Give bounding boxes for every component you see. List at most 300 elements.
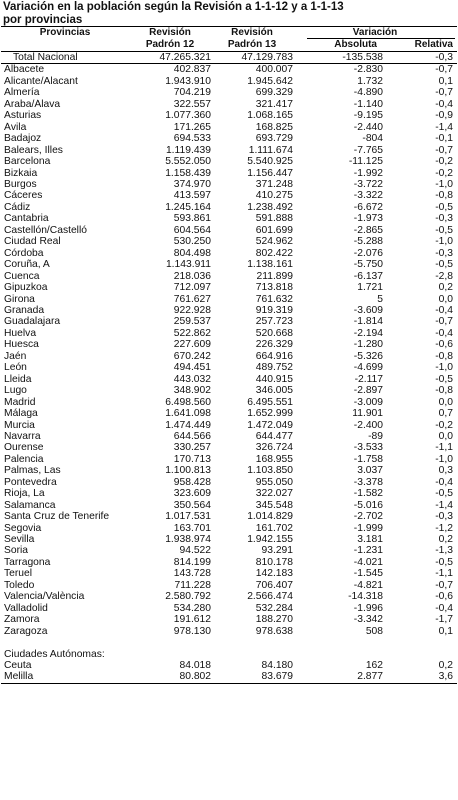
cell-name: Bizkaia bbox=[4, 167, 38, 179]
cell-abs: -3.322 bbox=[353, 190, 383, 202]
cell-p12: 814.199 bbox=[173, 556, 211, 568]
cell-abs: -2.400 bbox=[353, 419, 383, 431]
cell-p12: 1.119.439 bbox=[165, 144, 211, 156]
cell-rel: -1,0 bbox=[435, 236, 453, 248]
table-row bbox=[1, 580, 457, 591]
cell-p12: 1.077.360 bbox=[165, 110, 211, 122]
cell-p13: 346.005 bbox=[255, 385, 293, 397]
table-row bbox=[1, 76, 457, 87]
cell-rel: -0,5 bbox=[435, 488, 453, 500]
cell-p12: 711.228 bbox=[174, 579, 211, 591]
cell-name: Zaragoza bbox=[4, 625, 48, 637]
cell-abs: -3.009 bbox=[353, 396, 383, 408]
cell-p12: 1.943.910 bbox=[165, 75, 211, 87]
cell-rel: 0,2 bbox=[438, 282, 453, 294]
header-row-2 bbox=[1, 39, 457, 52]
total-row bbox=[1, 52, 457, 64]
table-row bbox=[1, 133, 457, 144]
population-table bbox=[1, 26, 457, 684]
cell-p12: 330.257 bbox=[173, 442, 211, 454]
cell-abs: -4.021 bbox=[353, 556, 383, 568]
total-rel: -0,3 bbox=[383, 52, 457, 64]
table-row bbox=[1, 660, 457, 671]
cell-rel: 0,2 bbox=[438, 534, 453, 546]
cell-p12: 191.612 bbox=[173, 614, 211, 626]
table-row bbox=[1, 190, 457, 201]
cell-name: Santa Cruz de Tenerife bbox=[4, 511, 110, 523]
cell-name: Valladolid bbox=[4, 602, 48, 614]
cell-p12: 761.627 bbox=[173, 293, 211, 305]
cell-abs: -9.195 bbox=[353, 110, 383, 122]
title-line-1: Variación en la población según la Revisión a 1-1-12 y a 1-1-13 bbox=[3, 1, 344, 13]
total-abs: -135.538 bbox=[293, 52, 383, 64]
cell-name: Lugo bbox=[4, 385, 27, 397]
table-row bbox=[1, 179, 457, 190]
spacer-row bbox=[1, 637, 457, 648]
table-row bbox=[1, 374, 457, 385]
cell-name: Araba/Álava bbox=[4, 98, 61, 110]
cell-p13: 591.888 bbox=[255, 213, 293, 225]
cell-p13: 955.050 bbox=[255, 476, 293, 488]
cell-p12: 522.862 bbox=[173, 327, 211, 339]
cell-rel: 0,2 bbox=[438, 660, 453, 671]
cell-rel: -0,1 bbox=[435, 133, 453, 145]
cell-abs: 3.181 bbox=[357, 534, 383, 546]
cell-rel: 0,3 bbox=[438, 465, 453, 477]
cell-p12: 94.522 bbox=[179, 545, 211, 557]
cell-p13: 93.291 bbox=[261, 545, 293, 557]
cell-name: Jaén bbox=[4, 350, 27, 362]
cell-name: Córdoba bbox=[4, 247, 44, 259]
cell-abs: -4.890 bbox=[353, 87, 383, 99]
cell-p12: 593.861 bbox=[173, 213, 211, 225]
cell-rel: -2,8 bbox=[435, 270, 453, 282]
cell-abs: -11.125 bbox=[348, 156, 383, 168]
cell-p12: 348.902 bbox=[173, 385, 211, 397]
cell-abs: -1.992 bbox=[353, 167, 383, 179]
cell-p12: 1.641.098 bbox=[165, 408, 211, 420]
cell-p12: 374.970 bbox=[173, 178, 211, 190]
cell-rel: -0,5 bbox=[435, 373, 453, 385]
cell-p13: 345.548 bbox=[255, 499, 293, 511]
cell-p13: 1.942.155 bbox=[247, 534, 293, 546]
cell-name: Málaga bbox=[4, 408, 38, 420]
cell-p13: 489.752 bbox=[255, 362, 293, 374]
cell-rel: -0,7 bbox=[435, 64, 453, 76]
table-row bbox=[1, 213, 457, 224]
cell-p13: 211.899 bbox=[256, 270, 293, 282]
cell-p12: 170.713 bbox=[173, 453, 211, 465]
cell-rel: -1,0 bbox=[435, 453, 453, 465]
cell-p12: 494.451 bbox=[173, 362, 211, 374]
cell-name: Huesca bbox=[4, 339, 39, 351]
cell-abs: -1.758 bbox=[353, 453, 383, 465]
cell-p12: 80.802 bbox=[129, 671, 211, 683]
cell-name: Ourense bbox=[4, 442, 44, 454]
cell-abs: -2.897 bbox=[353, 385, 383, 397]
cell-p13: 226.329 bbox=[255, 339, 293, 351]
table-row bbox=[1, 603, 457, 614]
cell-rel: -0,4 bbox=[435, 98, 453, 110]
cell-name: Girona bbox=[4, 293, 35, 305]
table-row bbox=[1, 477, 457, 488]
cell-p12: 978.130 bbox=[173, 625, 211, 637]
table-row bbox=[1, 351, 457, 362]
cell-rel: -0,3 bbox=[435, 213, 453, 225]
cell-name: Salamanca bbox=[4, 499, 56, 511]
cell-abs: -2.440 bbox=[353, 121, 383, 133]
cell-rel: -1,1 bbox=[435, 568, 453, 580]
cell-p12: 5.552.050 bbox=[165, 156, 211, 168]
cell-rel: -0,2 bbox=[435, 167, 453, 179]
cell-name: Ciudad Real bbox=[4, 236, 61, 248]
cell-rel: -0,7 bbox=[435, 579, 453, 591]
cell-abs: -14.318 bbox=[348, 591, 383, 603]
cell-name: Ávila bbox=[4, 121, 27, 133]
cell-p13: 1.238.492 bbox=[247, 201, 293, 213]
table-row bbox=[1, 168, 457, 179]
cell-p13: 810.178 bbox=[255, 556, 293, 568]
cell-abs: -1.545 bbox=[353, 568, 383, 580]
cell-name: Balears, Illes bbox=[4, 144, 63, 156]
table-title bbox=[0, 0, 458, 26]
cell-abs: -3.378 bbox=[353, 476, 383, 488]
table-row bbox=[1, 305, 457, 316]
cell-rel: -1,7 bbox=[435, 614, 453, 626]
cell-abs: -1.999 bbox=[353, 522, 383, 534]
cell-abs: -6.137 bbox=[353, 270, 383, 282]
title-line-2: por provincias bbox=[3, 13, 83, 26]
cell-p12: 922.928 bbox=[173, 304, 211, 316]
cell-p13: 1.103.850 bbox=[247, 465, 293, 477]
cell-name: Cantabria bbox=[4, 213, 49, 225]
header-variacion: Variación bbox=[293, 27, 457, 40]
cell-name: Cádiz bbox=[4, 201, 31, 213]
table-row bbox=[1, 626, 457, 637]
cell-p13: 1.472.049 bbox=[247, 419, 293, 431]
cell-name: León bbox=[4, 362, 27, 374]
cell-abs: 162 bbox=[365, 660, 383, 671]
table-row bbox=[1, 465, 457, 476]
cell-name: Cuenca bbox=[4, 270, 40, 282]
table-row bbox=[1, 328, 457, 339]
cell-name: Madrid bbox=[4, 396, 36, 408]
cell-name: Coruña, A bbox=[4, 259, 50, 271]
table-row bbox=[1, 614, 457, 625]
cell-abs: -3.533 bbox=[353, 442, 383, 454]
cell-rel: -0,5 bbox=[435, 224, 453, 236]
cell-rel: -0,2 bbox=[435, 156, 453, 168]
cell-name: Palencia bbox=[4, 453, 44, 465]
cell-p12: 712.097 bbox=[173, 282, 211, 294]
table-row bbox=[1, 454, 457, 465]
cell-rel: -1,0 bbox=[435, 178, 453, 190]
cell-rel: 0,1 bbox=[438, 625, 453, 637]
cell-p12: 143.728 bbox=[173, 568, 211, 580]
cell-rel: -0,4 bbox=[435, 327, 453, 339]
table-row bbox=[1, 534, 457, 545]
cell-p12: 227.609 bbox=[173, 339, 211, 351]
cell-abs: -1.280 bbox=[353, 339, 383, 351]
table-row bbox=[1, 339, 457, 350]
cell-rel: -0,8 bbox=[435, 385, 453, 397]
cell-p13: 802.422 bbox=[255, 247, 293, 259]
cell-rel: -0,4 bbox=[435, 602, 453, 614]
table-row bbox=[1, 545, 457, 556]
table-row bbox=[1, 64, 457, 76]
cell-rel: -1,4 bbox=[435, 499, 453, 511]
cell-name: Lleida bbox=[4, 373, 32, 385]
cell-name: Cáceres bbox=[4, 190, 43, 202]
cell-p12: 443.032 bbox=[173, 373, 211, 385]
cell-rel: -0,8 bbox=[435, 190, 453, 202]
cell-p13: 706.407 bbox=[255, 579, 293, 591]
cell-abs: -3.609 bbox=[353, 304, 383, 316]
cell-p13: 919.319 bbox=[255, 304, 293, 316]
cell-abs: -1.996 bbox=[353, 602, 383, 614]
cell-p13: 699.329 bbox=[255, 87, 293, 99]
cell-p12: 322.557 bbox=[173, 98, 211, 110]
cell-p13: 664.916 bbox=[255, 350, 293, 362]
cell-rel: -0,4 bbox=[435, 476, 453, 488]
cell-rel: -0,5 bbox=[435, 201, 453, 213]
cell-p12: 670.242 bbox=[173, 350, 211, 362]
cell-abs: -1.140 bbox=[353, 98, 383, 110]
cell-rel: -0,6 bbox=[435, 591, 453, 603]
cell-name: Castellón/Castelló bbox=[4, 224, 87, 236]
cell-name: Zamora bbox=[4, 614, 40, 626]
table-row bbox=[1, 408, 457, 419]
cell-p12: 323.609 bbox=[173, 488, 211, 500]
cell-abs: 2.877 bbox=[293, 671, 383, 683]
cell-rel: -0,3 bbox=[435, 511, 453, 523]
cell-p12: 1.158.439 bbox=[165, 167, 211, 179]
cell-p13: 524.962 bbox=[255, 236, 293, 248]
table-row bbox=[1, 557, 457, 568]
total-p12: 47.265.321 bbox=[129, 52, 211, 64]
cell-name: Navarra bbox=[4, 430, 41, 442]
cell-rel: -0,4 bbox=[435, 304, 453, 316]
table-row bbox=[1, 362, 457, 373]
cell-rel: -0,7 bbox=[435, 316, 453, 328]
table-row bbox=[1, 523, 457, 534]
cell-p12: 704.219 bbox=[173, 87, 211, 99]
cell-p13: 84.180 bbox=[261, 660, 293, 671]
table-row bbox=[1, 500, 457, 511]
cell-name: Granada bbox=[4, 304, 45, 316]
cell-name: Tarragona bbox=[4, 556, 51, 568]
cell-rel: -1,1 bbox=[435, 442, 453, 454]
cell-name: Palmas, Las bbox=[4, 465, 61, 477]
cell-p12: 350.564 bbox=[173, 499, 211, 511]
cell-p13: 644.477 bbox=[255, 430, 293, 442]
cell-abs: -3.722 bbox=[353, 178, 383, 190]
cell-p13: 1.138.161 bbox=[247, 259, 293, 271]
cell-rel: -0,9 bbox=[435, 110, 453, 122]
table-row bbox=[1, 431, 457, 442]
cell-p12: 1.017.531 bbox=[165, 511, 211, 523]
cell-abs: 1.721 bbox=[357, 282, 383, 294]
cell-abs: -5.326 bbox=[353, 350, 383, 362]
table-row bbox=[1, 671, 457, 683]
cell-p13: 410.275 bbox=[255, 190, 293, 202]
table-row bbox=[1, 122, 457, 133]
header-absoluta: Absoluta bbox=[293, 39, 383, 52]
total-p13: 47.129.783 bbox=[211, 52, 293, 64]
ciudades-title: Ciudades Autónomas: bbox=[4, 648, 105, 660]
cell-abs: -2.702 bbox=[353, 511, 383, 523]
table-row bbox=[1, 591, 457, 602]
cell-p12: 2.580.792 bbox=[165, 591, 211, 603]
cell-abs: 5 bbox=[377, 293, 383, 305]
table-row bbox=[1, 420, 457, 431]
cell-p13: 1.111.674 bbox=[248, 144, 293, 156]
cell-abs: -89 bbox=[368, 430, 383, 442]
cell-p13: 168.825 bbox=[255, 121, 293, 133]
cell-rel: -0,8 bbox=[435, 350, 453, 362]
cell-p12: 259.537 bbox=[173, 316, 211, 328]
cell-p13: 601.699 bbox=[255, 224, 293, 236]
cell-name: Gipuzkoa bbox=[4, 282, 48, 294]
cell-name: Guadalajara bbox=[4, 316, 61, 328]
header-provincias: Provincias bbox=[39, 27, 91, 38]
cell-p12: 694.533 bbox=[173, 133, 211, 145]
table-row bbox=[1, 99, 457, 110]
cell-rel: -0,7 bbox=[435, 144, 453, 156]
cell-rel: 0,1 bbox=[438, 75, 453, 87]
cell-abs: -3.342 bbox=[353, 614, 383, 626]
cell-p12: 1.245.164 bbox=[165, 201, 211, 213]
table-row bbox=[1, 248, 457, 259]
cell-name: Rioja, La bbox=[4, 488, 45, 500]
cell-name: Alicante/Alacant bbox=[4, 75, 78, 87]
cell-name: Soria bbox=[4, 545, 29, 557]
cell-p12: 218.036 bbox=[173, 270, 211, 282]
cell-name: Asturias bbox=[4, 110, 42, 122]
cell-p13: 2.566.474 bbox=[247, 591, 293, 603]
cell-p12: 958.428 bbox=[173, 476, 211, 488]
cell-rel: -0,5 bbox=[435, 259, 453, 271]
cell-name: Pontevedra bbox=[4, 476, 57, 488]
ciudades-title-row bbox=[1, 649, 457, 660]
cell-name: Burgos bbox=[4, 178, 37, 190]
cell-abs: -5.750 bbox=[353, 259, 383, 271]
cell-p12: 1.938.974 bbox=[165, 534, 211, 546]
cell-name: Toledo bbox=[4, 579, 35, 591]
cell-abs: -1.973 bbox=[353, 213, 383, 225]
cell-abs: -2.865 bbox=[353, 224, 383, 236]
cell-rel: -0,2 bbox=[435, 419, 453, 431]
table-row bbox=[1, 202, 457, 213]
cell-p13: 713.818 bbox=[255, 282, 293, 294]
cell-abs: -1.231 bbox=[353, 545, 383, 557]
header-padron12: Padrón 12 bbox=[129, 39, 211, 52]
cell-p13: 188.270 bbox=[255, 614, 293, 626]
table-row bbox=[1, 442, 457, 453]
table-row bbox=[1, 385, 457, 396]
cell-p13: 161.702 bbox=[255, 522, 293, 534]
table-row bbox=[1, 271, 457, 282]
cell-p12: 644.566 bbox=[173, 430, 211, 442]
cell-p13: 168.955 bbox=[255, 453, 293, 465]
table-row bbox=[1, 110, 457, 121]
cell-name: Barcelona bbox=[4, 156, 51, 168]
cell-abs: -1.814 bbox=[353, 316, 383, 328]
table-row bbox=[1, 259, 457, 270]
cell-abs: -5.288 bbox=[353, 236, 383, 248]
cell-p13: 6.495.551 bbox=[247, 396, 293, 408]
cell-abs: 508 bbox=[365, 625, 383, 637]
cell-abs: -2.830 bbox=[353, 64, 383, 76]
cell-name: Badajoz bbox=[4, 133, 42, 145]
table-row bbox=[1, 156, 457, 167]
cell-abs: 1.732 bbox=[357, 75, 383, 87]
cell-p12: 804.498 bbox=[173, 247, 211, 259]
table-row bbox=[1, 316, 457, 327]
cell-p12: 1.100.813 bbox=[165, 465, 211, 477]
cell-p13: 257.723 bbox=[255, 316, 293, 328]
header-rev12: Revisión bbox=[149, 27, 191, 38]
cell-rel: -1,2 bbox=[435, 522, 453, 534]
table-row bbox=[1, 397, 457, 408]
table-row bbox=[1, 488, 457, 499]
cell-abs: -6.672 bbox=[353, 201, 383, 213]
cell-rel: 0,0 bbox=[438, 430, 453, 442]
cell-p13: 322.027 bbox=[255, 488, 293, 500]
cell-name: Melilla bbox=[1, 671, 129, 683]
cell-p13: 440.915 bbox=[255, 373, 293, 385]
table-row bbox=[1, 511, 457, 522]
cell-p12: 1.474.449 bbox=[165, 419, 211, 431]
cell-p12: 530.250 bbox=[173, 236, 211, 248]
header-row-1 bbox=[1, 27, 457, 40]
header-relativa: Relativa bbox=[383, 39, 457, 52]
cell-p13: 83.679 bbox=[211, 671, 293, 683]
cell-abs: 3.037 bbox=[357, 465, 383, 477]
cell-abs: -2.117 bbox=[354, 373, 383, 385]
table-row bbox=[1, 87, 457, 98]
table-row bbox=[1, 225, 457, 236]
cell-p13: 1.068.165 bbox=[247, 110, 293, 122]
cell-p13: 693.729 bbox=[255, 133, 293, 145]
cell-name: Huelva bbox=[4, 327, 37, 339]
cell-p13: 142.183 bbox=[255, 568, 293, 580]
cell-name: Valencia/València bbox=[4, 591, 85, 603]
cell-p12: 6.498.560 bbox=[165, 396, 211, 408]
cell-p12: 413.597 bbox=[173, 190, 211, 202]
cell-name: Murcia bbox=[4, 419, 35, 431]
cell-abs: -2.194 bbox=[353, 327, 383, 339]
cell-p13: 1.945.642 bbox=[247, 75, 293, 87]
cell-rel: -1,3 bbox=[435, 545, 453, 557]
cell-p12: 604.564 bbox=[173, 224, 211, 236]
cell-abs: -7.765 bbox=[353, 144, 383, 156]
cell-p12: 534.280 bbox=[173, 602, 211, 614]
cell-p13: 761.632 bbox=[255, 293, 293, 305]
cell-rel: -0,7 bbox=[435, 87, 453, 99]
cell-p13: 321.417 bbox=[255, 98, 293, 110]
table-row bbox=[1, 282, 457, 293]
cell-p13: 978.638 bbox=[255, 625, 293, 637]
cell-abs: -2.076 bbox=[353, 247, 383, 259]
cell-rel: 0,0 bbox=[438, 293, 453, 305]
cell-rel: -1,4 bbox=[435, 121, 453, 133]
cell-p12: 1.143.911 bbox=[165, 259, 211, 271]
cell-abs: -4.821 bbox=[353, 579, 383, 591]
cell-p12: 84.018 bbox=[179, 660, 211, 671]
cell-rel: 0,7 bbox=[438, 408, 453, 420]
cell-abs: -1.582 bbox=[353, 488, 383, 500]
